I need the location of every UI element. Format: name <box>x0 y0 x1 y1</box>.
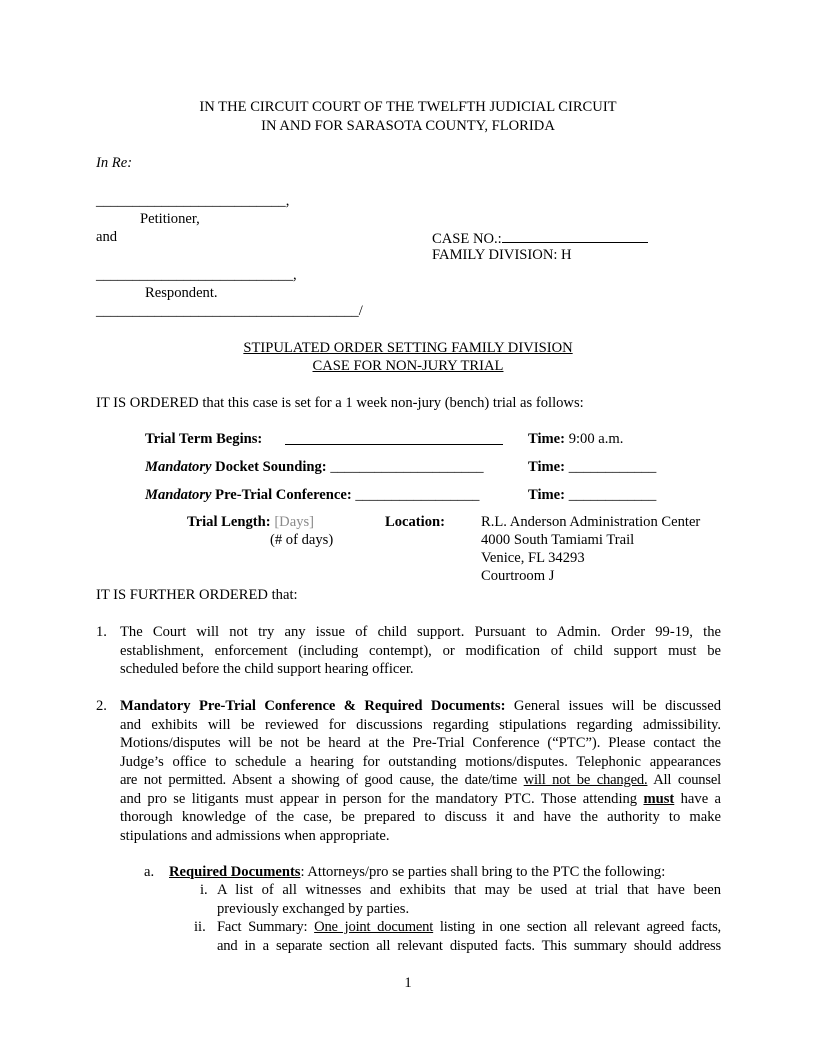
pretrial-conference-field[interactable]: _________________ <box>355 487 480 503</box>
item2-line: Motions/disputes will be not be heard at the Pre-Trial Conference (“PTC”). Please contact the <box>120 735 721 751</box>
item2-line: Judge’s office to schedule a hearing for outstanding motions/disputes. Telephonic appearances <box>120 753 721 770</box>
order-title-line1: STIPULATED ORDER SETTING FAMILY DIVISION <box>243 340 573 356</box>
trial-length <box>187 513 314 532</box>
trial-term-label: Trial Term Begins: <box>145 431 263 447</box>
docket-time <box>528 458 656 477</box>
docket-sounding-field[interactable]: _____________________ <box>330 459 484 475</box>
trial-time-value: 9:00 a.m. <box>568 431 624 447</box>
location-line-4: Courtroom J <box>481 568 555 584</box>
trial-time <box>528 430 623 449</box>
time-label: Time: <box>528 487 566 503</box>
docket-sounding <box>145 458 484 477</box>
order-title-line2: CASE FOR NON-JURY TRIAL <box>312 358 504 374</box>
trial-length-label: Trial Length: <box>187 514 271 530</box>
item2-line: are not permitted. Absent a showing of good cause, the date/time will not be changed. All counsel <box>120 772 722 788</box>
location-line-1: R.L. Anderson Administration Center <box>481 514 701 530</box>
will-not-be-changed: will not be changed. <box>523 772 648 788</box>
pretrial-conference <box>145 486 479 505</box>
case-number-label: CASE NO.: <box>432 231 502 247</box>
page-number: 1 <box>404 975 412 991</box>
pretrial-conference-label: Pre-Trial Conference: <box>215 487 352 503</box>
trial-length-note: (# of days) <box>270 532 334 548</box>
item2-number: 2. <box>96 698 107 714</box>
item2-paragraph <box>120 697 721 845</box>
sub-i-numeral: i. <box>200 882 208 898</box>
pretrial-time <box>528 486 656 505</box>
item1-paragraph <box>120 623 721 679</box>
sub-a-text: Required Documents: Attorneys/pro se parties shall bring to the PTC the following: <box>169 864 666 880</box>
petitioner-blank: __________________________, <box>96 193 290 209</box>
item1-line: establishment, enforcement (including contempt), or modification of child support must be <box>120 642 721 659</box>
in-re-label: In Re: <box>96 155 133 171</box>
court-heading-line2: IN AND FOR SARASOTA COUNTY, FLORIDA <box>261 118 555 134</box>
item1-line: The Court will not try any issue of child support. Pursuant to Admin. Order 99-19, the <box>120 624 721 640</box>
and-label: and <box>96 229 118 245</box>
item2-heading: Mandatory Pre-Trial Conference & Required Documents: <box>120 698 506 714</box>
location-label: Location: <box>385 514 445 530</box>
docket-time-field[interactable]: ____________ <box>568 459 657 475</box>
pretrial-time-field[interactable]: ____________ <box>568 487 657 503</box>
caption-closing-line: ____________________________________/ <box>96 303 363 319</box>
required-documents-heading: Required Documents <box>169 864 301 880</box>
item2-line: stipulations and admissions when appropriate. <box>120 827 390 844</box>
item1-number: 1. <box>96 624 107 640</box>
must-emphasis: must <box>643 790 675 807</box>
order-title <box>0 339 816 358</box>
order-subtitle <box>0 357 816 376</box>
respondent-label: Respondent. <box>145 285 218 301</box>
trial-term-field[interactable] <box>285 430 503 451</box>
item2-line: Mandatory Pre-Trial Conference & Required Documents: General issues will be discussed <box>120 698 722 714</box>
further-ordered: IT IS FURTHER ORDERED that: <box>96 587 298 603</box>
item2-line: and exhibits will be reviewed for discussions regarding stipulations regarding admissibility. <box>120 716 721 733</box>
location-line-3: Venice, FL 34293 <box>481 550 585 566</box>
item1-line: scheduled before the child support hearing officer. <box>120 661 414 677</box>
one-joint-document: One joint document <box>314 919 434 935</box>
item2-line: and pro se litigants must appear in person for the mandatory PTC. Those attending must have a <box>120 790 721 807</box>
time-label: Time: <box>528 431 566 447</box>
mandatory-label: Mandatory <box>145 487 212 503</box>
respondent-blank: ___________________________, <box>96 267 297 283</box>
sub-i-text: A list of all witnesses and exhibits that may be used at trial that have been previously exchanged by parties. <box>217 882 721 917</box>
sub-ii-numeral: ii. <box>194 919 206 935</box>
sub-a-letter: a. <box>144 864 155 880</box>
location-line-2: 4000 South Tamiami Trail <box>481 532 635 548</box>
item2-line: thorough knowledge of the case, be prepared to discuss it and have the authority to make <box>120 809 721 825</box>
trial-length-field[interactable]: [Days] <box>274 514 315 530</box>
ordered-intro: IT IS ORDERED that this case is set for a 1 week non-jury (bench) trial as follows: <box>96 395 584 411</box>
case-number-field[interactable] <box>502 228 648 243</box>
time-label: Time: <box>528 459 566 475</box>
court-heading-line1: IN THE CIRCUIT COURT OF THE TWELFTH JUDICIAL CIRCUIT <box>199 99 617 115</box>
petitioner-label: Petitioner, <box>140 211 200 227</box>
docket-sounding-label: Docket Sounding: <box>215 459 327 475</box>
family-division: FAMILY DIVISION: H <box>432 247 572 263</box>
mandatory-label: Mandatory <box>145 459 212 475</box>
sub-ii-text: Fact Summary: One joint document listing in one section all relevant agreed facts, and in a separate section all relevant disputed facts. This summary should address <box>217 919 721 954</box>
